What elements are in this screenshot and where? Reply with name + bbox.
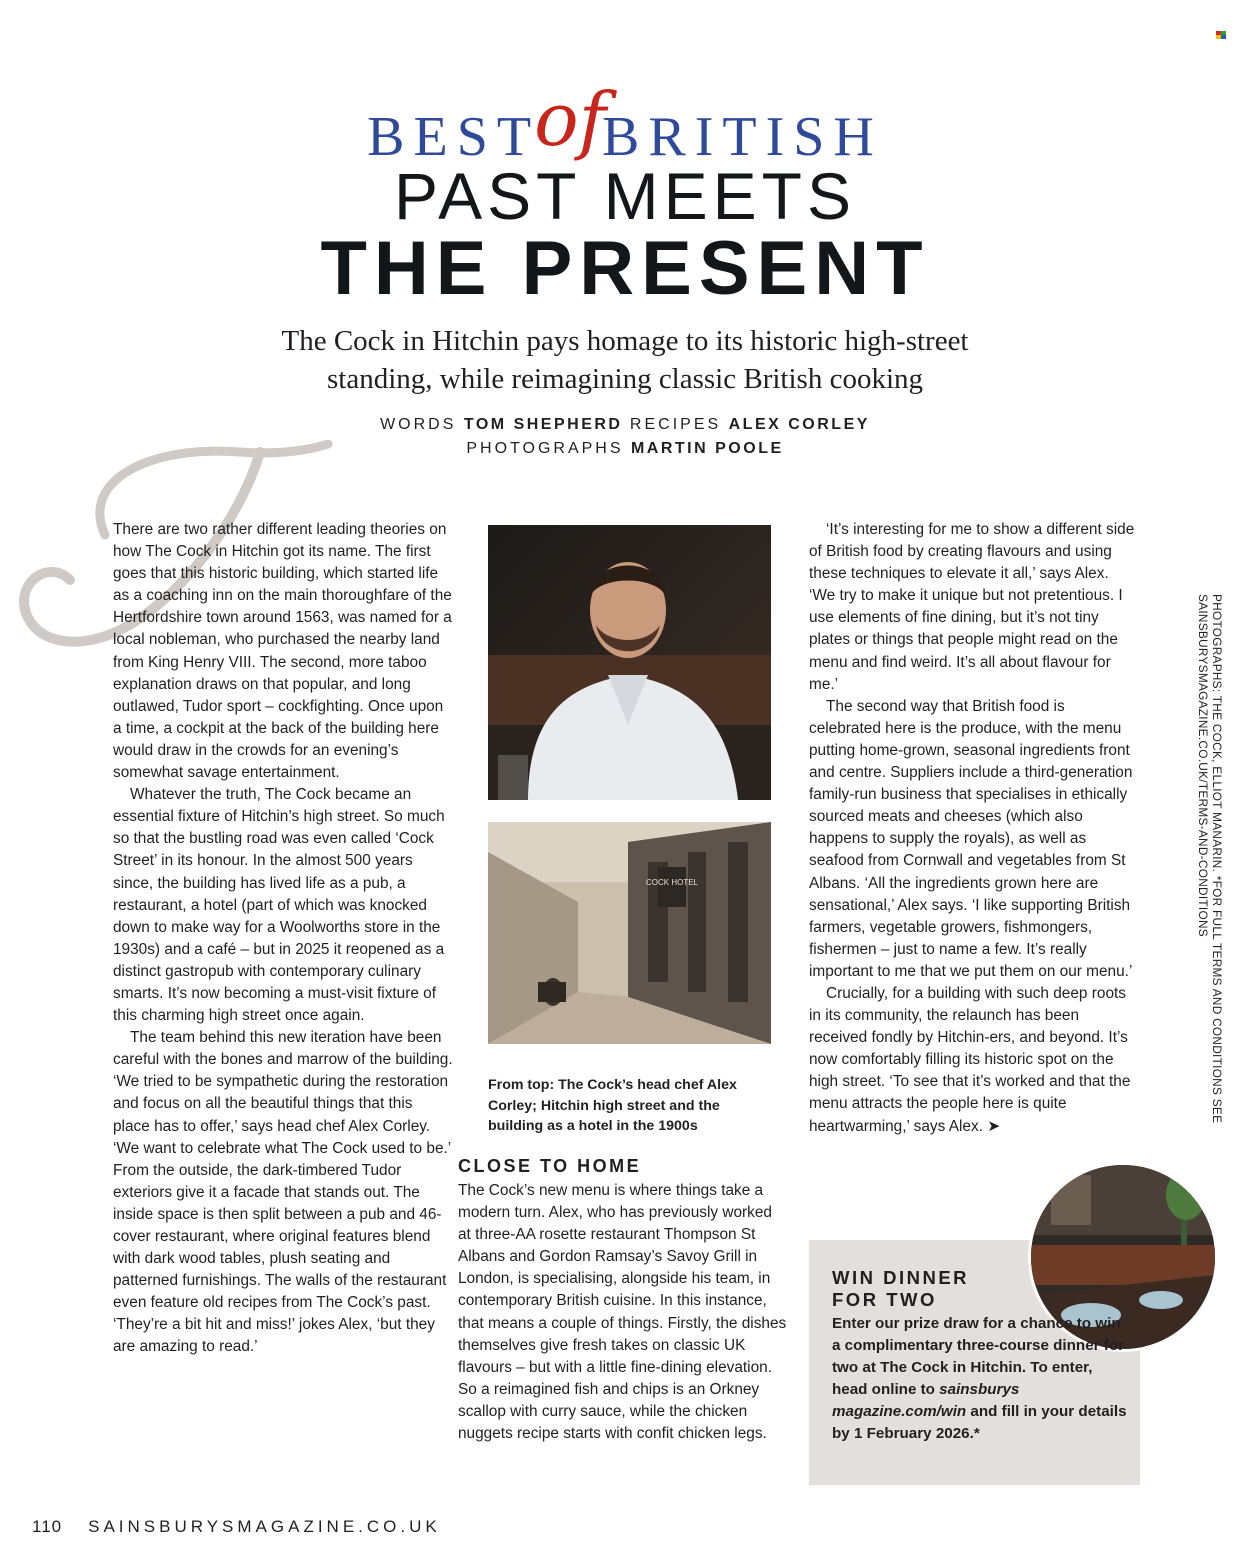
words-name: TOM SHEPHERD [463,416,623,433]
series-british: BRITISH [602,106,883,168]
series-of: of [534,77,607,163]
competition-heading [832,1267,1032,1311]
competition-text: Enter our prize draw for a chance to win a complimentary three-course dinner for two at The Cock in Hitchin. To enter, head online to sainsburys magazine.com/win and fill in your details by 1 February 2026.* [832,1315,1127,1442]
page-number: 110 [32,1517,63,1536]
words-label: WORDS [380,416,457,433]
photos-name: MARTIN POOLE [630,440,784,457]
paragraph: Crucially, for a building with such deep roots in its community, the relaunch has been received fondly by Hitchin-ers, and beyond. It’s now comfortably filling its historic spot on the high street. ‘To see that it’s worked and that the menu attracts the people here is quite heartwarming,’ says Alex. ➤ [809,984,1131,1135]
paragraph: The second way that British food is celebrated here is the produce, with the menu putting home-grown, seasonal ingredients front and centre. Suppliers include a third-generation family-run business that specialises in ethically sourced meats and cheeses (which also happens to supply the royals), as well as seafood from Cornwall and vegetables from St Albans. ‘All the ingredients grown here are sensational,’ Alex says. ‘I like supporting British farmers, vegetable growers, fishmongers, fishermen – just to name a few. It’s really important to me that we put them on our menu.’ [809,697,1133,980]
recipes-label: RECIPES [629,416,722,433]
credit-line-1: PHOTOGRAPHS: THE COCK, ELLIOT MANARIN. *FOR FULL TERMS AND CONDITIONS SEE [1210,594,1224,1124]
competition-link[interactable]: sainsburys magazine.com/win [832,1381,1020,1420]
continue-arrow-icon: ➤ [987,1117,1001,1135]
standfirst-line-1: The Cock in Hitchin pays homage to its historic high-street [281,325,969,357]
website: SAINSBURYSMAGAZINE.CO.UK [88,1517,441,1536]
paragraph: The Cock’s new menu is where things take a modern turn. Alex, who has previously worked at three-AA rosette restaurant Thompson St Albans and Gordon Ramsay’s Savoy Grill in London, is specialising, alongside his team, in contemporary British cuisine. In this instance, that means a couple of things. Firstly, the dishes themselves give fresh takes on classic UK flavours – but with a little fine-dining elevation. So a reimagined fish and chips is an Orkney scallop with curry sauce, while the chicken nuggets recipe starts with confit chicken legs. [458,1182,787,1443]
chef-portrait-photo [488,525,771,800]
page-footer [32,1517,441,1537]
photo-caption: From top: The Cock’s head chef Alex Corley; Hitchin high street and the building as a hotel in the 1900s [488,1077,737,1134]
standfirst [200,322,1050,398]
credits-line-1 [0,414,1250,436]
headline-line-2: THE PRESENT [320,226,930,311]
competition-heading-line-2: FOR TWO [832,1289,937,1310]
paragraph: ‘It’s interesting for me to show a different side of British food by creating flavours and using these techniques to elevate it all,’ says Alex. ‘We try to make it unique but not pretentious. I use elements of fine dining, but it’s not tiny plates or things that people might read on the menu and find weird. It’s all about flavour for me.’ [809,521,1135,693]
recipes-name: ALEX CORLEY [728,416,870,433]
photos-label: PHOTOGRAPHS [466,440,624,457]
article-column-2 [458,1180,788,1445]
article-column-3 [809,519,1139,1138]
section-heading-close-to-home: CLOSE TO HOME [458,1156,642,1176]
credit-line-2: SAINSBURYSMAGAZINE.CO.UK/TERMS-AND-CONDITIONS [1196,594,1210,937]
series-best: BEST [367,106,541,168]
paragraph: There are two rather different leading theories on how The Cock in Hitchin got its name. The first goes that this historic building, which started life as a coaching inn on the main thoroughfare of the Hertfordshire town around 1563, was named for a local nobleman, who purchased the nearby land from King Henry VIII. The second, more taboo explanation draws on that popular, and long outlawed, Tudor sport – cockfighting. Once upon a time, a cockpit at the back of the building here would draw in the crowds for an evening’s somewhat savage entertainment. [113,521,452,782]
paragraph: Whatever the truth, The Cock became an essential fixture of Hitchin’s high street. So much so that the bustling road was even called ‘Cock Street’ in its honour. In the almost 500 years since, the building has lived life as a pub, a restaurant, a hotel (part of which was knocked down to make way for a Woolworths store in the 1930s) and a café – but in 2025 it reopened as a distinct gastropub with contemporary culinary smarts. It’s now becoming a must-visit fixture of this charming high street once again. [113,786,445,1025]
standfirst-line-2: standing, while reimagining classic British cooking [326,363,923,395]
photo-credits-vertical [1196,594,1224,1184]
competition-heading-line-1: WIN DINNER [832,1267,970,1288]
cock-hotel-sign: COCK HOTEL [645,878,699,887]
registration-mark-icon [1216,31,1226,39]
historic-street-photo [488,822,771,1044]
headline-line-1: PAST MEETS [394,159,856,233]
paragraph: The team behind this new iteration have been careful with the bones and marrow of the building. ‘We tried to be sympathetic during the restoration and focus on all the beautiful things that this place has to offer,’ says head chef Alex Corley. ‘We want to celebrate what The Cock used to be.’ From the outside, the dark-timbered Tudor exteriors give it a facade that stands out. The inside space is then split between a pub and 46-cover restaurant, where original features blend with dark wood tables, plush seating and patterned furnishings. The walls of the restaurant even feature old recipes from The Cock’s past. ‘They’re a bit hit and miss!’ jokes Alex, ‘but they are amazing to read.’ [113,1029,453,1356]
article-column-1 [113,519,453,1359]
